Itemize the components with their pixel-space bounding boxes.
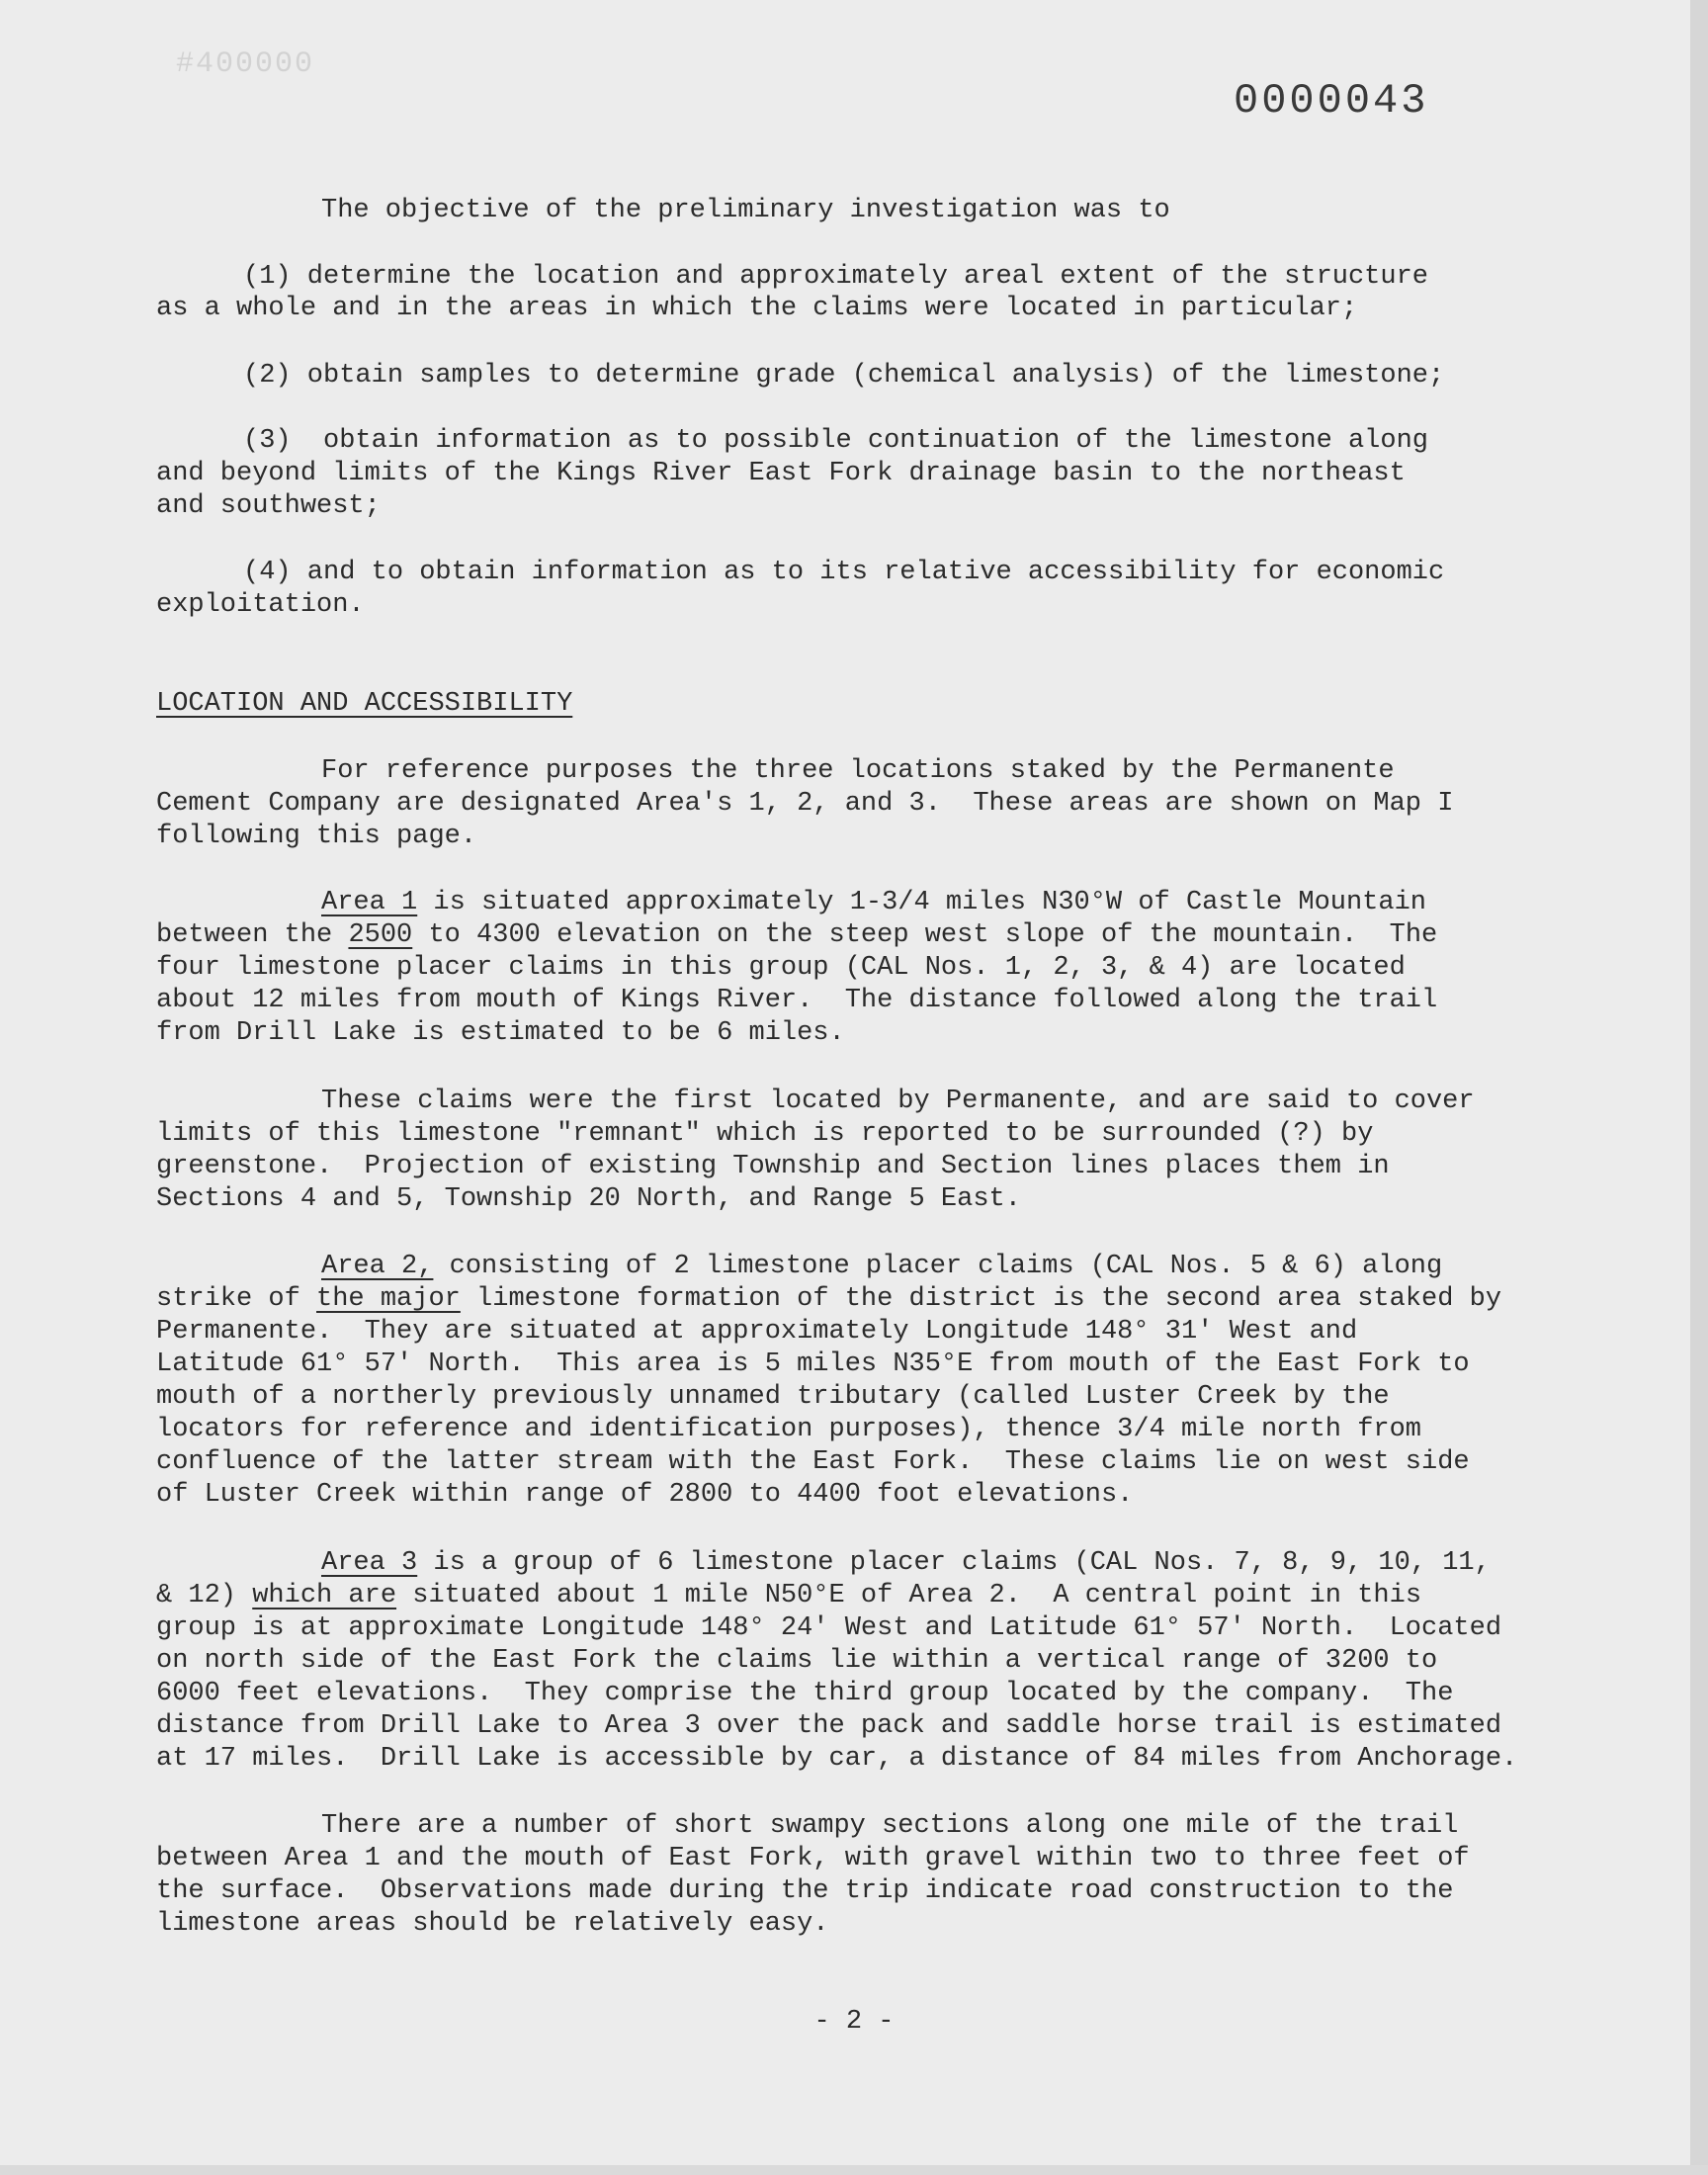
objective-item-3-line-1: (3) obtain information as to possible continuation of the limestone along <box>243 426 1428 456</box>
area2-para-line-1 <box>321 1251 1442 1282</box>
area2-para-line-4: Latitude 61° 57' North. This area is 5 miles N35°E from mouth of the East Fork to <box>156 1349 1470 1379</box>
document-number-stamp: 0000043 <box>1234 77 1429 125</box>
area1-line2-underlined: 2500 <box>348 920 413 950</box>
claims-para-line-2: limits of this limestone "remnant" which is reported to be surrounded (?) by <box>156 1119 1374 1149</box>
claims-para-line-4: Sections 4 and 5, Township 20 North, and Range 5 East. <box>156 1184 1021 1214</box>
area1-line2-b: to 4300 elevation on the steep west slope of the mountain. The <box>412 920 1438 950</box>
section-heading: LOCATION AND ACCESSIBILITY <box>156 689 573 719</box>
claims-para-line-1: These claims were the first located by Permanente, and are said to cover <box>321 1087 1475 1116</box>
claims-para-line-3: greenstone. Projection of existing Township and Section lines places them in <box>156 1152 1390 1181</box>
intro-lead: The objective of the preliminary investigation was to <box>321 196 1170 225</box>
area1-label: Area 1 <box>321 888 418 917</box>
area2-para-line-6: locators for reference and identification purposes), thence 3/4 mile north from <box>156 1415 1422 1444</box>
swampy-para-line-1: There are a number of short swampy sections along one mile of the trail <box>321 1811 1459 1841</box>
area3-para-line-2 <box>156 1580 1421 1611</box>
swampy-para-line-3: the surface. Observations made during the trip indicate road construction to the <box>156 1876 1454 1906</box>
area3-para-line-7: at 17 miles. Drill Lake is accessible by car, a distance of 84 miles from Anchorage. <box>156 1744 1518 1774</box>
area3-label: Area 3 <box>321 1548 418 1578</box>
page-bottom-edge <box>0 2165 1708 2175</box>
area2-line1-rest: consisting of 2 limestone placer claims (CAL Nos. 5 & 6) along <box>433 1252 1443 1281</box>
reference-para-line-1: For reference purposes the three locations staked by the Permanente <box>321 756 1395 786</box>
area2-para-line-5: mouth of a northerly previously unnamed tributary (called Luster Creek by the <box>156 1382 1390 1412</box>
area1-para-line-1 <box>321 887 1426 918</box>
objective-item-3-line-3: and southwest; <box>156 491 381 521</box>
area2-para-line-3: Permanente. They are situated at approximately Longitude 148° 31' West and <box>156 1317 1358 1347</box>
area2-line2-b: limestone formation of the district is the second area staked by <box>460 1284 1502 1314</box>
area2-line2-underlined: the major <box>316 1284 461 1314</box>
area3-line2-a: & 12) <box>156 1581 253 1610</box>
area3-para-line-4: on north side of the East Fork the claims lie within a vertical range of 3200 to <box>156 1646 1438 1676</box>
area1-line2-a: between the <box>156 920 349 950</box>
area1-para-line-4: about 12 miles from mouth of Kings River. The distance followed along the trail <box>156 986 1438 1015</box>
area3-line1-rest: is a group of 6 limestone placer claims (CAL Nos. 7, 8, 9, 10, 11, <box>417 1548 1491 1578</box>
area3-para-line-5: 6000 feet elevations. They comprise the third group located by the company. The <box>156 1679 1454 1708</box>
area3-line2-underlined: which are <box>252 1581 397 1610</box>
area2-line2-a: strike of <box>156 1284 317 1314</box>
page-shadow-edge <box>1690 0 1708 2175</box>
objective-item-2: (2) obtain samples to determine grade (chemical analysis) of the limestone; <box>243 361 1445 391</box>
reference-para-line-3: following this page. <box>156 822 477 851</box>
page-footer-number: - 2 - <box>813 2007 895 2037</box>
objective-item-1-line-1: (1) determine the location and approximately areal extent of the structure <box>243 262 1428 292</box>
faint-stamp: #400000 <box>176 47 315 81</box>
objective-item-1-line-2: as a whole and in the areas in which the claims were located in particular; <box>156 294 1358 323</box>
area3-para-line-3: group is at approximate Longitude 148° 24' West and Latitude 61° 57' North. Located <box>156 1613 1502 1643</box>
area1-para-line-5: from Drill Lake is estimated to be 6 miles. <box>156 1018 845 1048</box>
area2-para-line-8: of Luster Creek within range of 2800 to 4400 foot elevations. <box>156 1480 1134 1510</box>
reference-para-line-2: Cement Company are designated Area's 1, 2, and 3. These areas are shown on Map I <box>156 789 1454 819</box>
area1-line1-rest: is situated approximately 1-3/4 miles N30°W of Castle Mountain <box>417 888 1426 917</box>
area2-para-line-7: confluence of the latter stream with the East Fork. These claims lie on west side <box>156 1447 1470 1477</box>
area2-para-line-2 <box>156 1283 1501 1315</box>
swampy-para-line-4: limestone areas should be relatively easy. <box>156 1909 829 1939</box>
area1-para-line-3: four limestone placer claims in this group (CAL Nos. 1, 2, 3, & 4) are located <box>156 953 1406 983</box>
area1-para-line-2 <box>156 919 1437 951</box>
objective-item-4-line-1: (4) and to obtain information as to its relative accessibility for economic <box>243 558 1445 587</box>
area3-line2-b: situated about 1 mile N50°E of Area 2. A central point in this <box>396 1581 1422 1610</box>
objective-item-3-line-2: and beyond limits of the Kings River East Fork drainage basin to the northeast <box>156 459 1406 488</box>
objective-item-4-line-2: exploitation. <box>156 590 365 620</box>
area2-label: Area 2, <box>321 1252 434 1281</box>
swampy-para-line-2: between Area 1 and the mouth of East Fork, with gravel within two to three feet of <box>156 1844 1470 1873</box>
area3-para-line-6: distance from Drill Lake to Area 3 over the pack and saddle horse trail is estimated <box>156 1711 1502 1741</box>
area3-para-line-1 <box>321 1547 1491 1579</box>
